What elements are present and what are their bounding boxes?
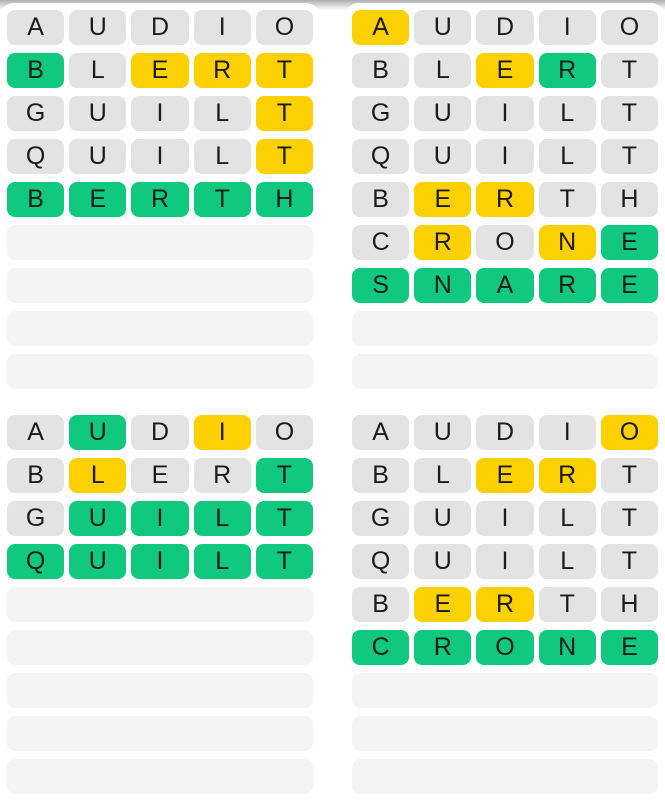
letter-tile: E (601, 268, 658, 303)
letter-tile: D (476, 10, 533, 45)
letter-tile: T (601, 458, 658, 493)
letter-tile: T (539, 182, 596, 217)
letter-tile: T (601, 501, 658, 536)
letter-tile: L (539, 544, 596, 579)
letter-tile: Q (352, 139, 409, 174)
guess-row (7, 544, 313, 579)
empty-row (352, 311, 658, 346)
quadrant-bottom-left (0, 408, 320, 794)
letter-tile: O (476, 630, 533, 665)
guess-row (352, 182, 658, 217)
quadrant-top-left (0, 3, 320, 389)
letter-tile: R (194, 458, 251, 493)
letter-tile: I (476, 139, 533, 174)
letter-tile: U (69, 139, 126, 174)
letter-tile: I (131, 544, 188, 579)
letter-tile: E (414, 587, 471, 622)
letter-tile: E (601, 225, 658, 260)
quadrant-top-right (345, 3, 665, 389)
letter-tile: U (414, 501, 471, 536)
guess-row (352, 225, 658, 260)
quadrant-bottom-right (345, 408, 665, 794)
empty-row (7, 354, 313, 389)
guess-row (7, 415, 313, 450)
letter-tile: B (7, 458, 64, 493)
letter-tile: E (131, 458, 188, 493)
letter-tile: R (539, 268, 596, 303)
empty-row (7, 673, 313, 708)
guess-row (7, 53, 313, 88)
letter-tile: L (414, 53, 471, 88)
letter-tile: T (256, 96, 313, 131)
guess-row (352, 501, 658, 536)
letter-tile: A (352, 10, 409, 45)
letter-tile: D (131, 415, 188, 450)
guess-row (7, 458, 313, 493)
letter-tile: U (69, 544, 126, 579)
guess-row (7, 182, 313, 217)
letter-tile: R (476, 182, 533, 217)
letter-tile: B (352, 458, 409, 493)
empty-row (7, 587, 313, 622)
empty-row (7, 311, 313, 346)
letter-tile: E (69, 182, 126, 217)
letter-tile: D (131, 10, 188, 45)
letter-tile: G (7, 96, 64, 131)
letter-tile: A (7, 415, 64, 450)
empty-row (7, 225, 313, 260)
letter-tile: G (352, 96, 409, 131)
letter-tile: U (69, 415, 126, 450)
letter-tile: L (539, 501, 596, 536)
letter-tile: T (256, 139, 313, 174)
letter-tile: L (194, 544, 251, 579)
letter-tile: O (601, 415, 658, 450)
guess-row (7, 139, 313, 174)
letter-tile: Q (352, 544, 409, 579)
letter-tile: E (601, 630, 658, 665)
letter-tile: R (131, 182, 188, 217)
letter-tile: A (352, 415, 409, 450)
empty-row (7, 630, 313, 665)
letter-tile: I (131, 96, 188, 131)
letter-tile: L (69, 458, 126, 493)
guess-row (352, 10, 658, 45)
letter-tile: T (601, 96, 658, 131)
empty-row (352, 673, 658, 708)
letter-tile: G (352, 501, 409, 536)
letter-tile: N (539, 225, 596, 260)
letter-tile: O (256, 10, 313, 45)
letter-tile: Q (7, 139, 64, 174)
letter-tile: I (539, 415, 596, 450)
letter-tile: I (476, 96, 533, 131)
letter-tile: I (194, 10, 251, 45)
letter-tile: B (352, 587, 409, 622)
letter-tile: B (352, 182, 409, 217)
letter-tile: E (476, 458, 533, 493)
letter-tile: U (414, 415, 471, 450)
letter-tile: I (476, 544, 533, 579)
letter-tile: H (601, 587, 658, 622)
empty-row (7, 268, 313, 303)
letter-tile: U (414, 544, 471, 579)
guess-row (352, 544, 658, 579)
letter-tile: B (352, 53, 409, 88)
letter-tile: E (414, 182, 471, 217)
guess-row (7, 96, 313, 131)
letter-tile: I (539, 10, 596, 45)
letter-tile: T (539, 587, 596, 622)
guess-row (7, 501, 313, 536)
letter-tile: L (69, 53, 126, 88)
letter-tile: T (194, 182, 251, 217)
letter-tile: E (476, 53, 533, 88)
empty-row (352, 716, 658, 751)
letter-tile: A (7, 10, 64, 45)
letter-tile: T (256, 53, 313, 88)
letter-tile: U (414, 10, 471, 45)
letter-tile: R (414, 225, 471, 260)
letter-tile: U (69, 10, 126, 45)
letter-tile: L (414, 458, 471, 493)
letter-tile: N (539, 630, 596, 665)
empty-row (352, 759, 658, 794)
letter-tile: O (256, 415, 313, 450)
letter-tile: R (539, 458, 596, 493)
letter-tile: T (601, 53, 658, 88)
letter-tile: S (352, 268, 409, 303)
guess-row (352, 630, 658, 665)
letter-tile: E (131, 53, 188, 88)
letter-tile: H (601, 182, 658, 217)
letter-tile: G (7, 501, 64, 536)
letter-tile: D (476, 415, 533, 450)
guess-row (352, 53, 658, 88)
letter-tile: C (352, 225, 409, 260)
letter-tile: I (131, 139, 188, 174)
letter-tile: L (194, 501, 251, 536)
letter-tile: L (539, 139, 596, 174)
letter-tile: U (414, 139, 471, 174)
guess-row (352, 139, 658, 174)
letter-tile: R (539, 53, 596, 88)
letter-tile: U (69, 96, 126, 131)
letter-tile: Q (7, 544, 64, 579)
letter-tile: N (414, 268, 471, 303)
letter-tile: I (476, 501, 533, 536)
letter-tile: O (601, 10, 658, 45)
letter-tile: I (194, 415, 251, 450)
guess-row (7, 10, 313, 45)
letter-tile: B (7, 53, 64, 88)
letter-tile: T (256, 501, 313, 536)
letter-tile: L (194, 96, 251, 131)
guess-row (352, 96, 658, 131)
letter-tile: T (601, 544, 658, 579)
letter-tile: B (7, 182, 64, 217)
letter-tile: I (131, 501, 188, 536)
guess-row (352, 587, 658, 622)
letter-tile: L (539, 96, 596, 131)
empty-row (352, 354, 658, 389)
letter-tile: L (194, 139, 251, 174)
letter-tile: T (256, 544, 313, 579)
letter-tile: T (601, 139, 658, 174)
guess-row (352, 458, 658, 493)
empty-row (7, 716, 313, 751)
guess-row (352, 415, 658, 450)
empty-row (7, 759, 313, 794)
letter-tile: U (414, 96, 471, 131)
letter-tile: A (476, 268, 533, 303)
guess-row (352, 268, 658, 303)
letter-tile: T (256, 458, 313, 493)
letter-tile: R (194, 53, 251, 88)
letter-tile: R (414, 630, 471, 665)
letter-tile: O (476, 225, 533, 260)
letter-tile: H (256, 182, 313, 217)
letter-tile: C (352, 630, 409, 665)
letter-tile: U (69, 501, 126, 536)
letter-tile: R (476, 587, 533, 622)
